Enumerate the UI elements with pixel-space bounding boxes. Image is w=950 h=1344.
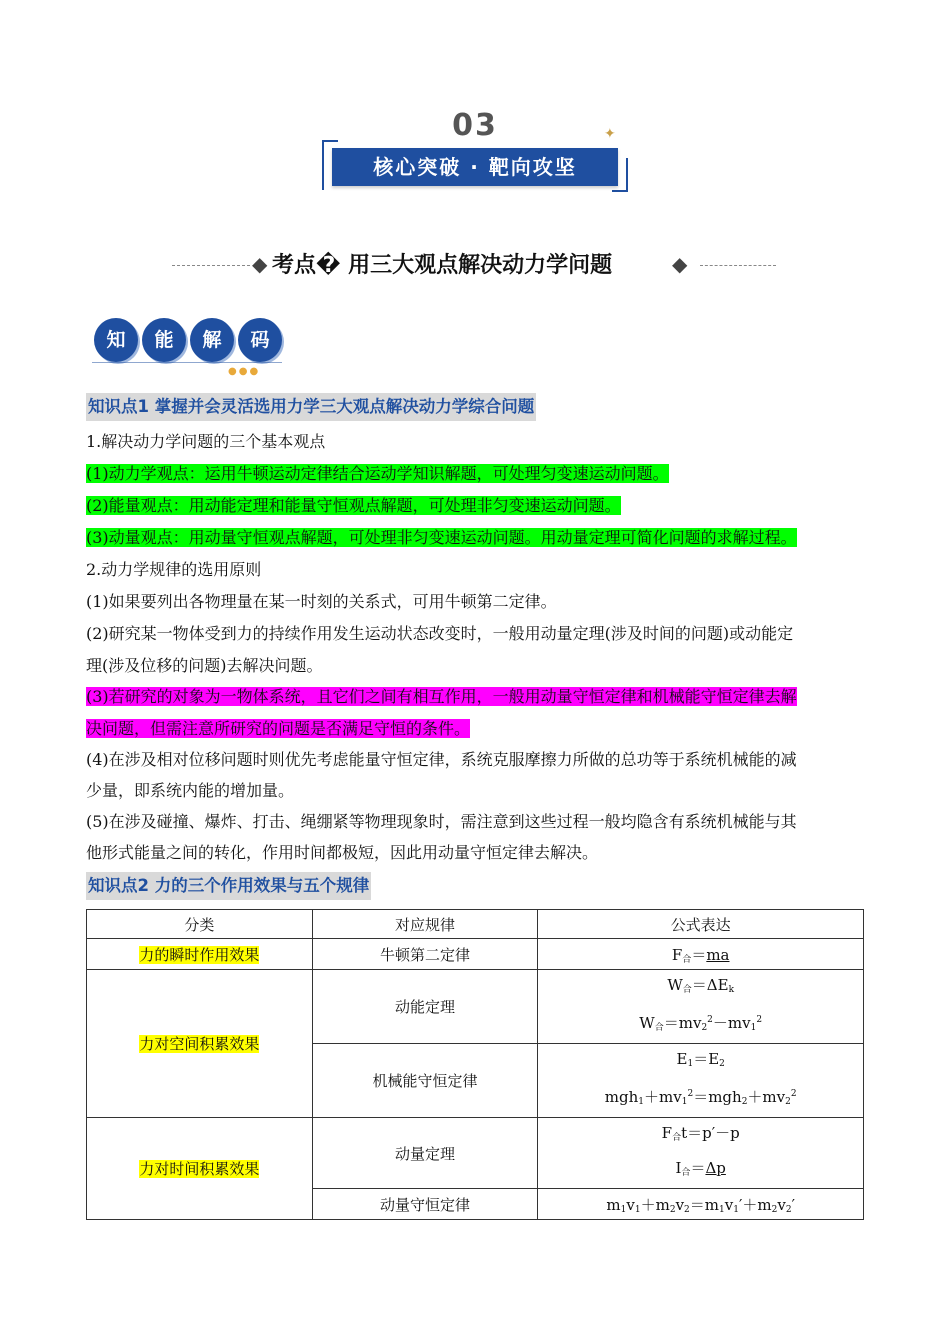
dots-icon: ●●● [228,366,261,377]
category-space: 力对空间积累效果 [87,970,313,1118]
law-momentum-theorem: 动量定理 [312,1118,538,1189]
section-number: 03 [452,108,498,143]
sparkle-icon: ✦ [604,126,616,142]
kp1-line-12: 少量，即系统内能的增加量。 [86,781,295,800]
kp1-line-3: (2)能量观点：用动能定理和能量守恒观点解题，可处理非匀变速运动问题。 [86,496,621,515]
diamond-icon-right: ◆ [672,252,688,276]
kp1-heading: 知识点1 掌握并会灵活选用力学三大观点解决动力学综合问题 [86,393,536,421]
formula-newton2: $F_合=ma$ [538,939,864,970]
kp1-line-8: 理(涉及位移的问题)去解决问题。 [86,656,323,675]
kp1-line-4: (3)动量观点：用动量守恒观点解题，可处理非匀变速运动问题。用动量定理可简化问题的求解过程。 [86,528,797,547]
kp1-line-5: 2.动力学规律的选用原则 [86,560,262,579]
circle-badge-jie: 解 [190,318,234,362]
kp1-line-14: 他形式能量之间的转化，作用时间都极短，因此用动量守恒定律去解决。 [86,843,599,862]
law-momentum-conservation: 动量守恒定律 [312,1189,538,1220]
law-mech-energy: 机械能守恒定律 [312,1044,538,1118]
kp1-line-2: (1)动力学观点：运用牛顿运动定律结合运动学知识解题，可处理匀变速运动问题。 [86,464,669,483]
formula-kinetic-energy: $W_合=\Delta E_k$ $W_合=mv_2^2-mv_1^2$ [538,970,864,1044]
laws-table [86,909,864,1220]
kp1-line-6: (1)如果要列出各物理量在某一时刻的关系式，可用牛顿第二定律。 [86,592,557,611]
header-category: 分类 [87,910,313,939]
title-dash-right [700,265,776,266]
category-time: 力对时间积累效果 [87,1118,313,1220]
header-formula: 公式表达 [538,910,864,939]
circle-badge-zhi: 知 [94,318,138,362]
header-law: 对应规律 [312,910,538,939]
circle-badge-neng: 能 [142,318,186,362]
table-row [87,970,864,1044]
formula-momentum-conservation: $m_1v_1+m_2v_2=m_1v_1'+m_2v_2'$ [538,1189,864,1220]
formula-momentum-theorem: $F_合t=p'-p$ $I_合=\Delta p$ [538,1118,864,1189]
kp1-line-1: 1.解决动力学问题的三个基本观点 [86,432,326,451]
table-row [87,939,864,970]
kp1-line-11: (4)在涉及相对位移问题时则优先考虑能量守恒定律，系统克服摩擦力所做的总功等于系统机械能的减 [86,750,797,769]
kp1-line-9: (3)若研究的对象为一物体系统，且它们之间有相互作用，一般用动量守恒定律和机械能守恒定律去解 [86,687,797,706]
diamond-icon-left: ◆ [252,252,268,276]
kp1-line-10: 决问题，但需注意所研究的问题是否满足守恒的条件。 [86,719,471,738]
category-instant: 力的瞬时作用效果 [87,939,313,970]
kp1-line-13: (5)在涉及碰撞、爆炸、打击、绳绷紧等物理现象时，需注意到这些过程一般均隐含有系统机械能与其 [86,812,797,831]
kp1-line-7: (2)研究某一物体受到力的持续作用发生运动状态改变时，一般用动量定理(涉及时间的问题)或动能定 [86,624,794,643]
circle-badge-ma: 码 [238,318,282,362]
law-newton2: 牛顿第二定律 [312,939,538,970]
formula-mech-energy: $E_1=E_2$ $mgh_1+mv_1^2=mgh_2+mv_2^2$ [538,1044,864,1118]
table-row [87,1118,864,1189]
circle-divider [92,362,282,363]
topic-title: 考点� 用三大观点解决动力学问题 [272,253,613,278]
law-kinetic-energy: 动能定理 [312,970,538,1044]
section-badge: 核心突破 · 靶向攻坚 [332,148,618,186]
table-header-row [87,910,864,939]
title-dash-left [172,265,250,266]
kp2-heading: 知识点2 力的三个作用效果与五个规律 [86,872,371,900]
